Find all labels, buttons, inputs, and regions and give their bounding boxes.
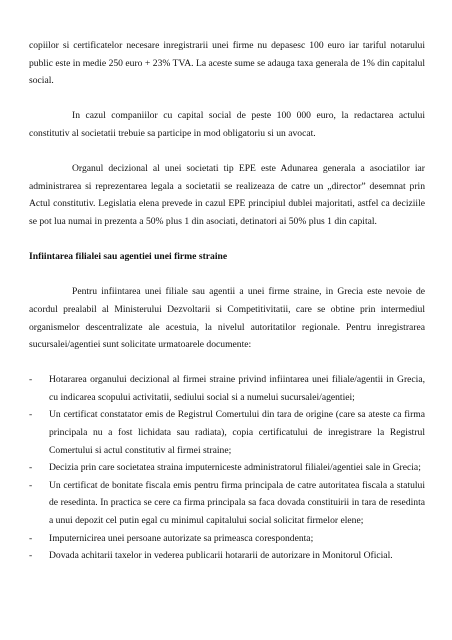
document-page: [29, 37, 425, 565]
dash-bullet: -: [29, 479, 33, 491]
paragraph-branch-intro: Pentru infiintarea unei filiale sau agentii a unei firme straine, in Grecia este nevoie de acordul prealabil al Ministerului Dezvoltarii si Competitivitatii, care se obtine prin intermediul organismelor descentralizate ale acestuia, la nivelul autoritatilor regionale. Pentru inregistrarea sucursalei/agentiei sunt solicitate urmatoarele documente:: [29, 286, 425, 351]
list-item-text: Un certificat constatator emis de Registrul Comertului din tara de origine (care sa ateste ca firma principala nu a fost lichidata sau radiata), copia certificatului de inregistrare la Registrul Comertului si actul constitutiv al firmei straine;: [49, 409, 425, 456]
spacer: [29, 143, 425, 161]
list-item-text: Hotararea organului decizional al firmei straine privind infiintarea unei filiale/agentii in Grecia, cu indicarea scopului activitatii, sediului social si a numelui sucursalei/agentiei;: [49, 374, 425, 403]
spacer: [29, 354, 425, 372]
list-item: [29, 459, 425, 477]
required-documents-list: [29, 371, 425, 565]
list-item-text: Decizia prin care societatea straina imputerniceste administratorul filialei/agentiei sale in Grecia;: [49, 462, 421, 474]
list-item: [29, 477, 425, 530]
dash-bullet: -: [29, 374, 33, 386]
list-item-text: Dovada achitarii taxelor in vederea publicarii hotararii de autorizare in Monitorul Oficial.: [49, 550, 393, 562]
paragraph-fees: copiilor si certificatelor necesare inregistrarii unei firme nu depasesc 100 euro iar tariful notarului public este in medie 250 euro + 23% TVA. La aceste sume se adauga taxa generala de 1% din capitalul social.: [29, 40, 425, 87]
spacer: [29, 90, 425, 108]
list-item: [29, 530, 425, 548]
paragraph-lawyer-requirement: In cazul companiilor cu capital social de peste 100 000 euro, la redactarea actului constitutiv al societatii trebuie sa participe in mod obligatoriu si un avocat.: [29, 110, 425, 139]
list-item-text: Un certificat de bonitate fiscala emis pentru firma principala de catre autoritatea fiscala a statului de resedinta. In practica se cere ca firma principala sa faca dovada constituirii in tara de resedinta a unui depozit cel putin egal cu minimul capitalului social solicitat firmelor elene;: [49, 479, 425, 527]
dash-bullet: -: [29, 409, 33, 421]
spacer: [29, 231, 425, 249]
dash-bullet: -: [29, 462, 33, 474]
list-item: [29, 547, 425, 565]
list-item: [29, 406, 425, 459]
dash-bullet: -: [29, 532, 33, 544]
list-item: [29, 371, 425, 406]
paragraph-governance: Organul decizional al unei societati tip EPE este Adunarea generala a asociatilor iar administrarea si reprezentarea legala a societatii se realizeaza de catre un „director” desemnat prin Actul constitutiv. Legislatia elena prevede in cazul EPE principiul dublei majoritati, astfel ca deciziile se pot lua numai in prezenta a 50% plus 1 din asociati, detinatori ai 50% plus 1 din capital.: [29, 163, 425, 227]
spacer: [29, 266, 425, 284]
section-heading: Infiintarea filialei sau agentiei unei firme straine: [29, 251, 228, 263]
list-item-text: Imputernicirea unei persoane autorizate sa primeasca corespondenta;: [49, 532, 314, 544]
dash-bullet: -: [29, 550, 33, 562]
